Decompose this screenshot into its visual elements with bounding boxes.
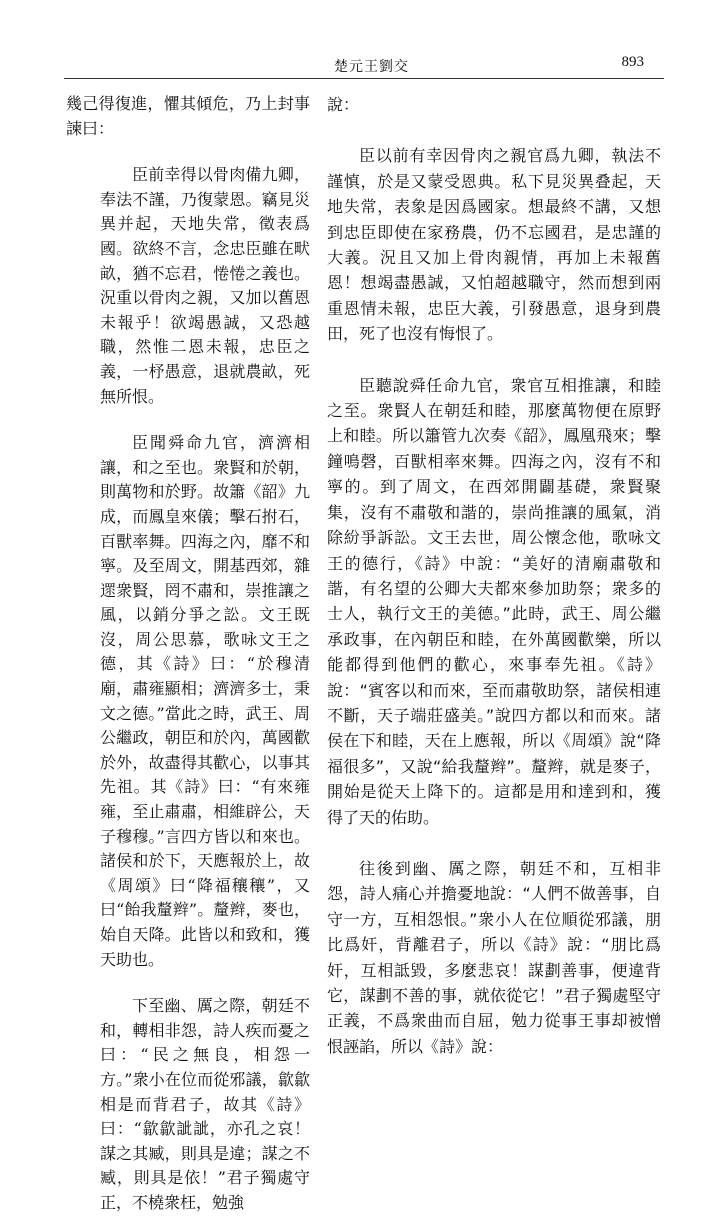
translation-intro: 說： xyxy=(327,95,360,114)
classical-text-column xyxy=(66,92,310,1216)
page-header xyxy=(64,46,664,76)
memorial-quote xyxy=(66,163,310,1215)
classical-paragraph-3: 下至幽、厲之際，朝廷不和，轉相非怨，詩人疾而憂之曰：“民之無良，相怨一方。”衆小在位而從邪議，歙歙相是而背君子，故其《詩》曰：“歙歙訿訿，亦孔之哀！謀之其臧，則具是違；謀之不臧，則具是依！”君子獨處守正，不橈衆枉，勉強 xyxy=(100,996,310,1212)
classical-intro: 幾己得復進，懼其傾危，乃上封事諫曰： xyxy=(66,94,310,138)
page-number: 893 xyxy=(621,54,644,70)
running-head: 楚元王劉交 xyxy=(334,59,409,75)
classical-paragraph-1: 臣前幸得以骨肉備九卿，奉法不謹，乃復蒙恩。竊見災異并起，天地失常，徵表爲國。欲終不言，念忠臣雖在畎畝，猶不忘君，惓惓之義也。況重以骨肉之親，又加以舊恩未報乎！欲竭愚誠，又恐越職，然惟二恩未報，忠臣之義，一杼愚意，退就農畝，死無所恨。 xyxy=(100,165,310,406)
classical-paragraph-2: 臣聞舜命九官，濟濟相讓，和之至也。衆賢和於朝，則萬物和於野。故簫《韶》九成，而鳳皇來儀；擊石拊石，百獸率舞。四海之內，靡不和寧。及至周文，開基西郊，雜遝衆賢，罔不肅和，崇推讓之風，以銷分爭之訟。文王既沒，周公思慕，歌咏文王之德，其《詩》曰：“於穆清廟，肅雍顯相；濟濟多士，秉文之德。”當此之時，武王、周公繼政，朝臣和於內，萬國歡於外，故盡得其歡心，以事其先祖。其《詩》曰：“有來雍雍，至止肅肅，相維辟公，天子穆穆。”言四方皆以和來也。諸侯和於下，天應報於上，故《周頌》曰“降福穰穰”，又曰“飴我釐辫”。釐辫，麥也，始自天降。此皆以和致和，獲天助也。 xyxy=(100,433,310,969)
header-rule xyxy=(64,78,664,79)
translation-paragraph-3: 往後到幽、厲之際，朝廷不和，互相非怨，詩人痛心并擔憂地說：“人們不做善事，自守一方，互相怨恨。”衆小人在位順從邪議，朋比爲奸，背離君子，所以《詩》說：“朋比爲奸，互相詆毀，多麼悲哀！謀劃善事，便違背它，謀劃不善的事，就依從它！”君子獨處堅守正義，不爲衆曲而自屈，勉力從事王事却被憎恨誣諂，所以《詩》說： xyxy=(327,858,661,1056)
translation-column xyxy=(327,92,661,1059)
translation-paragraph-2: 臣聽說舜任命九官，衆官互相推讓，和睦之至。衆賢人在朝廷和睦，那麼萬物便在原野上和睦。所以簫管九次奏《韶》，鳳凰飛來；擊鐘鳴磬，百獸相率來舞。四海之內，沒有不和寧的。到了周文，在西郊開闢基礎，衆賢聚集，沒有不肅敬和諧的，崇尚推讓的風氣，消除紛爭訴訟。文王去世，周公懷念他，歌咏文王的德行，《詩》中說：“美好的清廟肅敬和諧，有名望的公卿大夫都來參加助祭；衆多的士人，執行文王的美德。”此時，武王、周公繼承政事，在內朝臣和睦，在外萬國歡樂，所以能都得到他們的歡心，來事奉先祖。《詩》說：“賓客以和而來，至而肅敬助祭，諸侯相連不斷，天子端莊盛美。”說四方都以和而來。諸侯在下和睦，天在上應報，所以《周頌》說“降福很多”，又說“給我釐辫”。釐辫，就是麥子，開始是從天上降下的。這都是用和達到和，獲得了天的佑助。 xyxy=(327,375,661,827)
translation-paragraph-1: 臣以前有幸因骨肉之親官爲九卿，執法不謹慎，於是又蒙受恩典。私下見災異叠起，天地失常，表象是因爲國家。想最終不講，又想到忠臣即使在家務農，仍不忘國君，是忠謹的大義。況且又加上骨肉親情，再加上未報舊恩！想竭盡愚誠，又怕超越職守，然而想到兩重恩情未報，忠臣大義，引發愚意，退身到農田，死了也沒有悔恨了。 xyxy=(327,146,661,344)
